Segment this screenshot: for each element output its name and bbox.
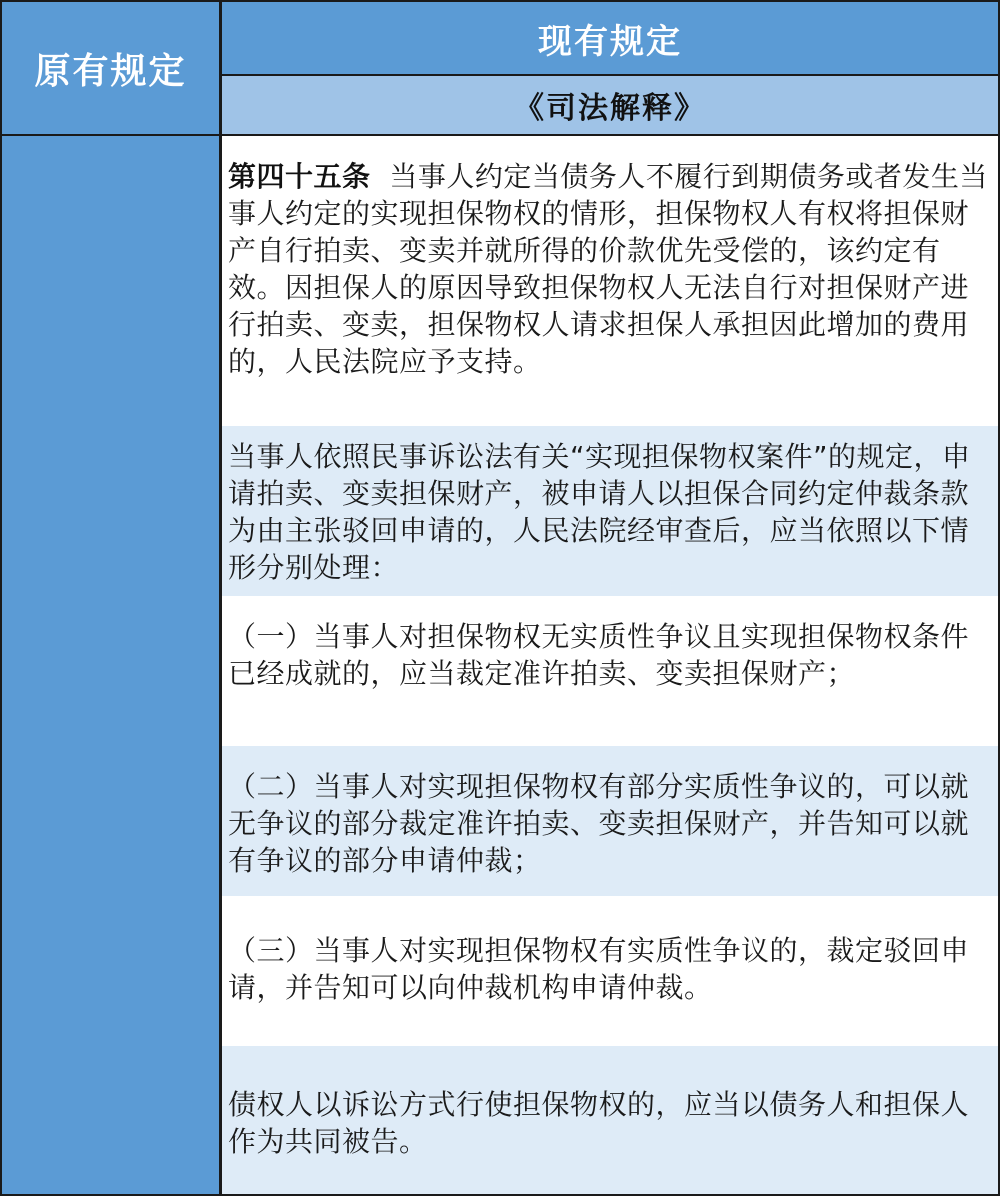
- article-paragraph-1: [222, 136, 998, 426]
- original-rules-header: 原有规定: [2, 2, 219, 134]
- article-paragraph-3: 债权人以诉讼方式行使担保物权的，应当以债务人和担保人作为共同被告。: [222, 1046, 998, 1194]
- original-rules-column: [2, 136, 219, 1194]
- article-item-2: （二）当事人对实现担保物权有部分实质性争议的，可以就无争议的部分裁定准许拍卖、变卖担保财产，并告知可以就有争议的部分申请仲裁；: [222, 746, 998, 896]
- article-item-1: （一）当事人对担保物权无实质性争议且实现担保物权条件已经成就的，应当裁定准许拍卖、变卖担保财产；: [222, 596, 998, 746]
- article-item-3: （三）当事人对实现担保物权有实质性争议的，裁定驳回申请，并告知可以向仲裁机构申请仲裁。: [222, 896, 998, 1046]
- current-rules-header: 现有规定: [222, 2, 998, 74]
- judicial-interpretation-subheader: 《司法解释》: [222, 76, 998, 134]
- article-paragraph-2: 当事人依照民事诉讼法有关“实现担保物权案件”的规定，申请拍卖、变卖担保财产，被申请人以担保合同约定仲裁条款为由主张驳回申请的，人民法院经审查后，应当依照以下情形分别处理：: [222, 426, 998, 596]
- paragraph-text: 当事人约定当债务人不履行到期债务或者发生当事人约定的实现担保物权的情形，担保物权人有权将担保财产自行拍卖、变卖并就所得的价款优先受偿的，该约定有效。因担保人的原因导致担保物权人无法自行对担保财产进行拍卖、变卖，担保物权人请求担保人承担因此增加的费用的，人民法院应予支持。: [228, 160, 988, 378]
- article-number: 第四十五条: [228, 160, 371, 193]
- current-rules-column: [222, 136, 998, 1194]
